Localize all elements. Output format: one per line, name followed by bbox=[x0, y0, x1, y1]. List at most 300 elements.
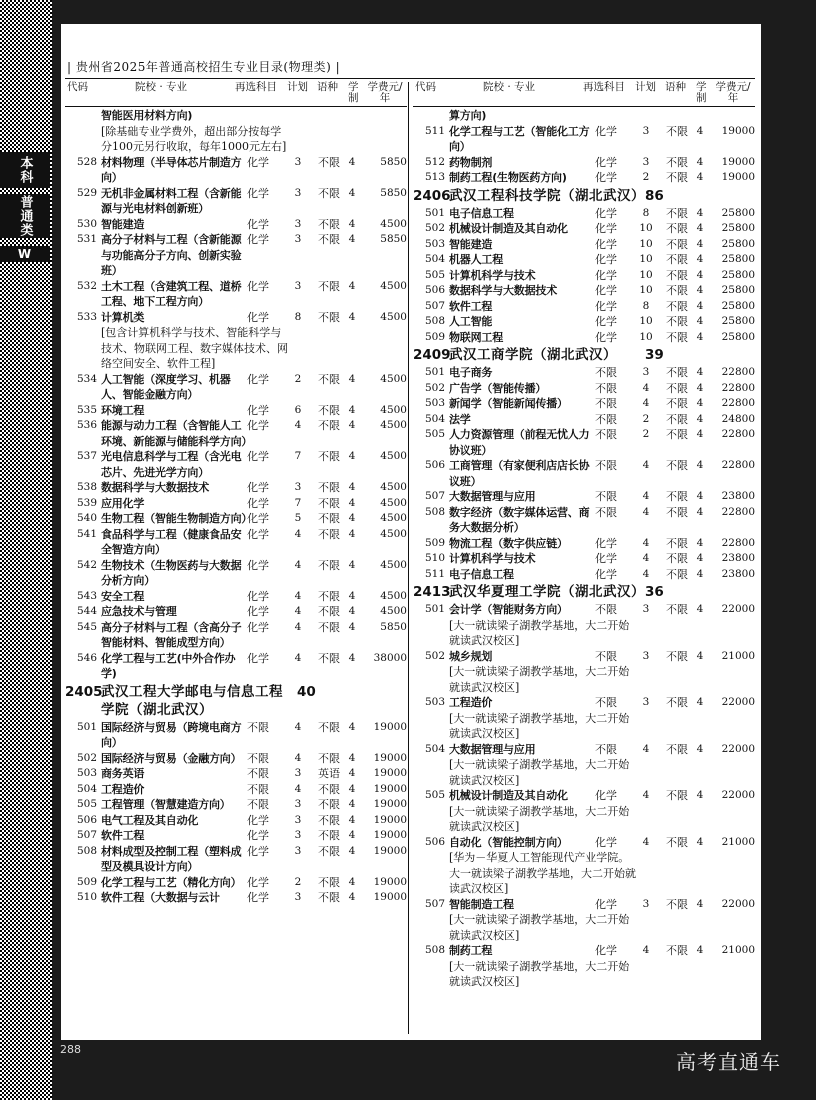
program-subject: 化学 bbox=[595, 237, 617, 251]
program-name: 人工智能 bbox=[449, 315, 493, 328]
program-code: 503 bbox=[424, 696, 445, 708]
program-years: 4 bbox=[348, 651, 356, 664]
program-note: [大一就读梁子湖教学基地，大二开始就读武汉校区] bbox=[449, 758, 630, 787]
program-fee: 22000 bbox=[721, 603, 755, 615]
program-lang: 不限 bbox=[666, 268, 688, 282]
program-row bbox=[413, 742, 758, 758]
program-row-continued bbox=[65, 108, 410, 124]
program-name: 能源与动力工程（含智能人工环境、新能源与储能科学方向） bbox=[101, 419, 253, 448]
program-fee: 22000 bbox=[721, 742, 755, 755]
program-subject: 不限 bbox=[595, 490, 617, 503]
program-subject: 化学 bbox=[595, 567, 617, 581]
program-code: 506 bbox=[424, 284, 445, 296]
program-name: 商务英语 bbox=[101, 767, 145, 780]
program-code: 509 bbox=[424, 536, 445, 549]
program-row bbox=[413, 412, 758, 428]
program-lang: 不限 bbox=[666, 649, 688, 663]
program-subject: 化学 bbox=[247, 186, 269, 200]
program-plan: 3 bbox=[642, 696, 650, 708]
program-row bbox=[413, 602, 758, 618]
program-code: 501 bbox=[424, 366, 445, 378]
program-years: 4 bbox=[348, 481, 356, 493]
program-years: 4 bbox=[348, 891, 356, 903]
program-plan: 10 bbox=[639, 315, 653, 327]
program-name: 生物技术（生物医药与大数据分析方向） bbox=[101, 558, 242, 587]
program-name: 会计学（智能财务方向） bbox=[449, 603, 568, 616]
program-lang: 不限 bbox=[666, 284, 688, 297]
program-name: 机器人工程 bbox=[449, 253, 503, 266]
program-name: 制药工程(生物医药方向) bbox=[449, 171, 567, 184]
program-row bbox=[413, 695, 758, 711]
catalog-page bbox=[61, 24, 761, 1040]
program-fee: 22800 bbox=[721, 381, 755, 394]
program-lang: 不限 bbox=[666, 412, 688, 426]
program-code: 502 bbox=[76, 751, 97, 764]
program-plan: 4 bbox=[642, 381, 650, 394]
program-fee: 22000 bbox=[721, 789, 755, 801]
program-subject: 化学 bbox=[595, 299, 617, 313]
program-code: 501 bbox=[424, 206, 445, 219]
school-heading bbox=[413, 187, 758, 205]
program-row bbox=[413, 124, 758, 155]
program-subject: 化学 bbox=[595, 284, 617, 297]
program-subject: 不限 bbox=[247, 751, 269, 765]
program-subject: 化学 bbox=[247, 875, 269, 889]
program-name: 智能建造 bbox=[449, 237, 493, 251]
program-fee: 5850 bbox=[380, 620, 407, 633]
program-lang: 不限 bbox=[318, 651, 340, 665]
program-plan: 4 bbox=[294, 419, 302, 431]
program-row bbox=[65, 890, 410, 906]
program-plan: 3 bbox=[294, 155, 302, 168]
program-fee: 19000 bbox=[373, 891, 407, 903]
program-years: 4 bbox=[696, 552, 704, 564]
program-plan: 10 bbox=[639, 237, 653, 250]
program-years: 4 bbox=[696, 206, 704, 219]
program-plan: 3 bbox=[294, 217, 302, 230]
program-plan: 3 bbox=[294, 767, 302, 779]
program-lang: 不限 bbox=[318, 720, 340, 734]
program-years: 4 bbox=[348, 186, 356, 199]
program-name: 智能医用材料方向) bbox=[101, 109, 193, 122]
program-fee: 25800 bbox=[721, 237, 755, 250]
program-name: 应急技术与管理 bbox=[101, 605, 177, 618]
program-lang: 不限 bbox=[318, 233, 340, 246]
program-lang: 不限 bbox=[666, 742, 688, 756]
program-subject: 化学 bbox=[247, 829, 269, 842]
program-fee: 5850 bbox=[380, 233, 407, 245]
program-code: 508 bbox=[424, 505, 445, 518]
program-years: 4 bbox=[696, 397, 704, 409]
program-note: [大一就读梁子湖教学基地，大二开始就读武汉校区] bbox=[449, 959, 630, 988]
program-row-continued bbox=[413, 108, 758, 124]
program-fee: 25800 bbox=[721, 206, 755, 219]
program-code: 501 bbox=[424, 603, 445, 615]
program-row bbox=[413, 567, 758, 583]
program-row bbox=[413, 330, 758, 346]
program-subject: 化学 bbox=[247, 279, 269, 293]
school-code: 2413 bbox=[413, 584, 451, 600]
program-row bbox=[65, 558, 410, 589]
program-years: 4 bbox=[696, 284, 704, 296]
program-fee: 25800 bbox=[721, 330, 755, 343]
program-note: [包含计算机科学与技术、智能科学与技术、物联网工程、数字媒体技术、网络空间安全、软件工程] bbox=[101, 326, 288, 370]
program-years: 4 bbox=[348, 496, 356, 509]
school-name: 武汉工程大学邮电与信息工程学院（湖北武汉） bbox=[101, 683, 283, 718]
program-fee: 19000 bbox=[721, 155, 755, 168]
program-lang: 不限 bbox=[666, 835, 688, 849]
program-fee: 5850 bbox=[380, 155, 407, 168]
program-code: 511 bbox=[424, 124, 445, 137]
program-fee: 5850 bbox=[380, 186, 407, 199]
program-plan: 4 bbox=[294, 751, 302, 764]
program-name: 化学工程与工艺(中外合作办学) bbox=[101, 651, 236, 680]
program-code: 502 bbox=[424, 649, 445, 662]
program-row bbox=[413, 170, 758, 186]
program-plan: 4 bbox=[294, 558, 302, 571]
program-row bbox=[65, 844, 410, 875]
program-code: 513 bbox=[424, 171, 445, 183]
program-code: 534 bbox=[76, 372, 97, 385]
program-fee: 22800 bbox=[721, 459, 755, 471]
program-row bbox=[65, 797, 410, 813]
program-years: 4 bbox=[348, 512, 356, 524]
program-plan: 10 bbox=[639, 330, 653, 343]
program-plan: 4 bbox=[642, 789, 650, 801]
program-plan: 10 bbox=[639, 268, 653, 281]
program-subject: 化学 bbox=[595, 330, 617, 344]
program-fee: 4500 bbox=[380, 279, 407, 292]
program-code: 540 bbox=[76, 512, 97, 524]
program-lang: 不限 bbox=[318, 481, 340, 494]
program-years: 4 bbox=[348, 450, 356, 462]
program-name: 国际经济与贸易（跨境电商方向） bbox=[101, 720, 242, 749]
col-years: 学制 bbox=[348, 81, 359, 104]
program-lang: 不限 bbox=[666, 171, 688, 184]
program-row bbox=[65, 279, 410, 310]
side-tab-letter: W bbox=[0, 246, 50, 262]
program-years: 4 bbox=[696, 603, 704, 615]
program-fee: 25800 bbox=[721, 253, 755, 265]
program-subject: 化学 bbox=[595, 171, 617, 184]
program-name: 安全工程 bbox=[101, 589, 145, 603]
program-name: 电子信息工程 bbox=[449, 206, 514, 220]
program-years: 4 bbox=[696, 124, 704, 137]
program-subject: 化学 bbox=[595, 536, 617, 550]
program-code: 504 bbox=[424, 253, 445, 265]
program-subject: 化学 bbox=[595, 835, 617, 849]
program-row bbox=[65, 496, 410, 512]
program-plan: 8 bbox=[642, 299, 650, 312]
program-plan: 2 bbox=[642, 428, 650, 440]
program-code: 507 bbox=[424, 490, 445, 502]
col-code: 代码 bbox=[415, 81, 436, 93]
program-plan: 6 bbox=[294, 403, 302, 416]
program-code: 509 bbox=[424, 330, 445, 343]
program-row bbox=[413, 536, 758, 552]
program-plan: 3 bbox=[294, 481, 302, 493]
program-plan: 8 bbox=[294, 310, 302, 323]
program-row bbox=[413, 268, 758, 284]
col-lang: 语种 bbox=[317, 81, 338, 93]
school-total: 40 bbox=[297, 683, 316, 700]
program-subject: 不限 bbox=[595, 742, 617, 756]
program-code: 510 bbox=[76, 891, 97, 903]
program-plan: 4 bbox=[642, 742, 650, 755]
program-plan: 4 bbox=[642, 397, 650, 409]
program-plan: 4 bbox=[642, 552, 650, 564]
program-name: 广告学（智能传播） bbox=[449, 381, 547, 395]
program-subject: 不限 bbox=[595, 505, 617, 519]
program-name: 计算机科学与技术 bbox=[449, 268, 536, 282]
program-code: 533 bbox=[76, 310, 97, 323]
program-fee: 23800 bbox=[721, 552, 755, 564]
program-plan: 8 bbox=[642, 206, 650, 219]
program-lang: 不限 bbox=[318, 751, 340, 765]
program-code: 505 bbox=[76, 798, 97, 810]
program-code: 506 bbox=[424, 835, 445, 848]
school-total: 36 bbox=[645, 584, 664, 600]
program-subject: 化学 bbox=[247, 589, 269, 603]
side-tab-undergrad: 本科 bbox=[0, 152, 50, 188]
program-row bbox=[65, 720, 410, 751]
program-code: 544 bbox=[76, 605, 97, 617]
program-code: 505 bbox=[424, 428, 445, 440]
program-subject: 化学 bbox=[247, 651, 269, 665]
program-plan: 3 bbox=[294, 813, 302, 826]
program-lang: 不限 bbox=[666, 381, 688, 395]
program-code: 507 bbox=[424, 299, 445, 312]
program-subject: 化学 bbox=[247, 527, 269, 541]
program-subject: 化学 bbox=[595, 253, 617, 266]
program-code: 508 bbox=[424, 315, 445, 327]
program-row bbox=[413, 314, 758, 330]
program-name: 计算机类 bbox=[101, 310, 145, 324]
column-header-rule-left bbox=[65, 106, 407, 107]
col-fee: 学费元/年 bbox=[367, 81, 403, 104]
program-years: 4 bbox=[348, 620, 356, 633]
program-row bbox=[65, 828, 410, 844]
program-note: [除基础专业学费外，超出部分按每学分100元另行收取，每年1000元左右] bbox=[101, 124, 287, 153]
program-fee: 4500 bbox=[380, 372, 407, 385]
program-years: 4 bbox=[696, 536, 704, 549]
program-row bbox=[413, 427, 758, 458]
program-lang: 不限 bbox=[666, 567, 688, 581]
program-fee: 19000 bbox=[721, 171, 755, 183]
program-lang: 不限 bbox=[318, 829, 340, 842]
program-fee: 22800 bbox=[721, 536, 755, 549]
col-subject: 再选科目 bbox=[235, 81, 277, 93]
program-name: 材料物理（半导体芯片制造方向） bbox=[101, 155, 242, 184]
program-code: 509 bbox=[76, 875, 97, 888]
program-code: 536 bbox=[76, 419, 97, 431]
program-plan: 7 bbox=[294, 496, 302, 509]
program-code: 504 bbox=[424, 412, 445, 425]
program-fee: 19000 bbox=[721, 124, 755, 137]
program-row bbox=[65, 511, 410, 527]
program-name: 工程管理（智慧建造方向） bbox=[101, 798, 231, 811]
program-fee: 4500 bbox=[380, 419, 407, 431]
program-subject: 化学 bbox=[247, 512, 269, 525]
program-code: 506 bbox=[424, 459, 445, 471]
program-subject: 化学 bbox=[595, 155, 617, 169]
school-code: 2409 bbox=[413, 347, 451, 363]
program-row bbox=[413, 206, 758, 222]
program-lang: 不限 bbox=[666, 696, 688, 709]
program-name: 人工智能（深度学习、机器人、智能金融方向） bbox=[101, 372, 231, 401]
program-row bbox=[65, 418, 410, 449]
program-lang: 不限 bbox=[318, 403, 340, 417]
program-row bbox=[65, 589, 410, 605]
program-name: 人力资源管理（前程无忧人力协议班） bbox=[449, 428, 590, 457]
program-name: 应用化学 bbox=[101, 496, 145, 510]
program-subject: 化学 bbox=[247, 450, 269, 463]
program-subject: 化学 bbox=[595, 944, 617, 957]
program-subject: 化学 bbox=[595, 222, 617, 235]
program-code: 546 bbox=[76, 651, 97, 664]
program-name: 软件工程 bbox=[449, 299, 493, 313]
program-years: 4 bbox=[348, 589, 356, 602]
program-years: 4 bbox=[348, 310, 356, 323]
program-years: 4 bbox=[348, 782, 356, 795]
program-code: 511 bbox=[424, 567, 445, 580]
program-lang: 不限 bbox=[666, 397, 688, 410]
program-fee: 22000 bbox=[721, 696, 755, 708]
program-lang: 不限 bbox=[318, 217, 340, 231]
program-lang: 英语 bbox=[318, 767, 340, 780]
program-name: 国际经济与贸易（金融方向） bbox=[101, 751, 242, 765]
program-years: 4 bbox=[696, 253, 704, 265]
program-fee: 22800 bbox=[721, 397, 755, 409]
program-plan: 4 bbox=[294, 527, 302, 540]
program-fee: 19000 bbox=[373, 875, 407, 888]
program-subject: 化学 bbox=[247, 310, 269, 324]
program-plan: 4 bbox=[642, 490, 650, 502]
program-row bbox=[65, 232, 410, 279]
program-code: 538 bbox=[76, 481, 97, 493]
program-fee: 4500 bbox=[380, 217, 407, 230]
program-subject: 化学 bbox=[247, 558, 269, 572]
program-name: 生物工程（智能生物制造方向） bbox=[101, 512, 253, 525]
program-years: 4 bbox=[696, 155, 704, 168]
program-note: [大一就读梁子湖教学基地，大二开始就读武汉校区] bbox=[449, 913, 630, 942]
program-code: 528 bbox=[76, 155, 97, 168]
program-fee: 25800 bbox=[721, 222, 755, 234]
program-fee: 4500 bbox=[380, 605, 407, 617]
program-years: 4 bbox=[696, 428, 704, 440]
program-fee: 21000 bbox=[721, 649, 755, 662]
program-plan: 4 bbox=[294, 720, 302, 733]
program-name: 食品科学与工程（健康食品安全智造方向） bbox=[101, 527, 242, 556]
program-row bbox=[65, 751, 410, 767]
program-subject: 化学 bbox=[247, 217, 269, 231]
program-row bbox=[65, 217, 410, 233]
program-code: 535 bbox=[76, 403, 97, 416]
program-plan: 3 bbox=[642, 603, 650, 615]
program-lang: 不限 bbox=[318, 372, 340, 386]
program-years: 4 bbox=[348, 279, 356, 292]
program-code: 507 bbox=[76, 829, 97, 841]
program-subject: 化学 bbox=[247, 813, 269, 827]
program-years: 4 bbox=[696, 649, 704, 662]
program-plan: 3 bbox=[294, 844, 302, 857]
program-lang: 不限 bbox=[666, 603, 688, 616]
column-header-rule-right bbox=[413, 106, 755, 107]
program-row bbox=[413, 505, 758, 536]
program-name: 数字经济（数字媒体运营、商务大数据分析） bbox=[449, 505, 590, 534]
program-fee: 38000 bbox=[373, 651, 407, 664]
program-note: [大一就读梁子湖教学基地，大二开始就读武汉校区] bbox=[449, 804, 630, 833]
program-years: 4 bbox=[348, 605, 356, 617]
program-code: 541 bbox=[76, 527, 97, 540]
program-code: 531 bbox=[76, 233, 97, 245]
program-row bbox=[413, 788, 758, 804]
program-row bbox=[65, 372, 410, 403]
program-fee: 4500 bbox=[380, 310, 407, 323]
program-name: 大数据管理与应用 bbox=[449, 742, 536, 756]
program-code: 505 bbox=[424, 789, 445, 801]
program-years: 4 bbox=[348, 155, 356, 168]
program-name: 工商管理（有家便利店店长协议班） bbox=[449, 459, 590, 488]
program-lang: 不限 bbox=[318, 512, 340, 525]
program-row bbox=[413, 381, 758, 397]
program-subject: 不限 bbox=[595, 459, 617, 472]
program-code: 507 bbox=[424, 897, 445, 910]
program-fee: 4500 bbox=[380, 403, 407, 416]
program-note: [大一就读梁子湖教学基地，大二开始就读武汉校区] bbox=[449, 665, 630, 694]
program-subject: 不限 bbox=[595, 366, 617, 379]
program-name: 新闻学（智能新闻传播） bbox=[449, 397, 568, 410]
program-fee: 19000 bbox=[373, 767, 407, 779]
left-column bbox=[65, 108, 410, 906]
program-lang: 不限 bbox=[666, 505, 688, 519]
program-name: 法学 bbox=[449, 412, 471, 426]
program-subject: 不限 bbox=[247, 720, 269, 734]
page-header-title: | 贵州省2025年普通高校招生专业目录(物理类) | bbox=[67, 60, 341, 74]
program-years: 4 bbox=[696, 381, 704, 394]
program-code: 510 bbox=[424, 552, 445, 564]
header-rule bbox=[65, 78, 755, 79]
program-lang: 不限 bbox=[318, 279, 340, 293]
program-name: 机械设计制造及其自动化 bbox=[449, 789, 568, 802]
program-years: 4 bbox=[348, 217, 356, 230]
program-fee: 22800 bbox=[721, 366, 755, 378]
program-row bbox=[65, 766, 410, 782]
school-name: 武汉工程科技学院（湖北武汉） bbox=[449, 187, 645, 204]
program-fee: 4500 bbox=[380, 450, 407, 462]
side-tab-general: 普通类 bbox=[0, 194, 50, 238]
program-code: 508 bbox=[424, 944, 445, 956]
program-fee: 19000 bbox=[373, 782, 407, 795]
program-fee: 25800 bbox=[721, 268, 755, 281]
program-years: 4 bbox=[348, 813, 356, 826]
program-lang: 不限 bbox=[666, 944, 688, 957]
program-plan: 3 bbox=[642, 897, 650, 910]
program-years: 4 bbox=[696, 330, 704, 343]
program-lang: 不限 bbox=[318, 419, 340, 432]
program-name: 大数据管理与应用 bbox=[449, 490, 536, 503]
program-plan: 3 bbox=[294, 829, 302, 841]
program-code: 503 bbox=[424, 237, 445, 250]
program-row bbox=[413, 365, 758, 381]
program-subject: 化学 bbox=[595, 206, 617, 220]
program-row bbox=[413, 396, 758, 412]
program-name: 材料成型及控制工程（塑料成型及模具设计方向） bbox=[101, 844, 242, 873]
school-heading bbox=[413, 583, 758, 601]
program-row bbox=[65, 155, 410, 186]
right-column bbox=[413, 108, 758, 990]
program-code: 545 bbox=[76, 620, 97, 633]
